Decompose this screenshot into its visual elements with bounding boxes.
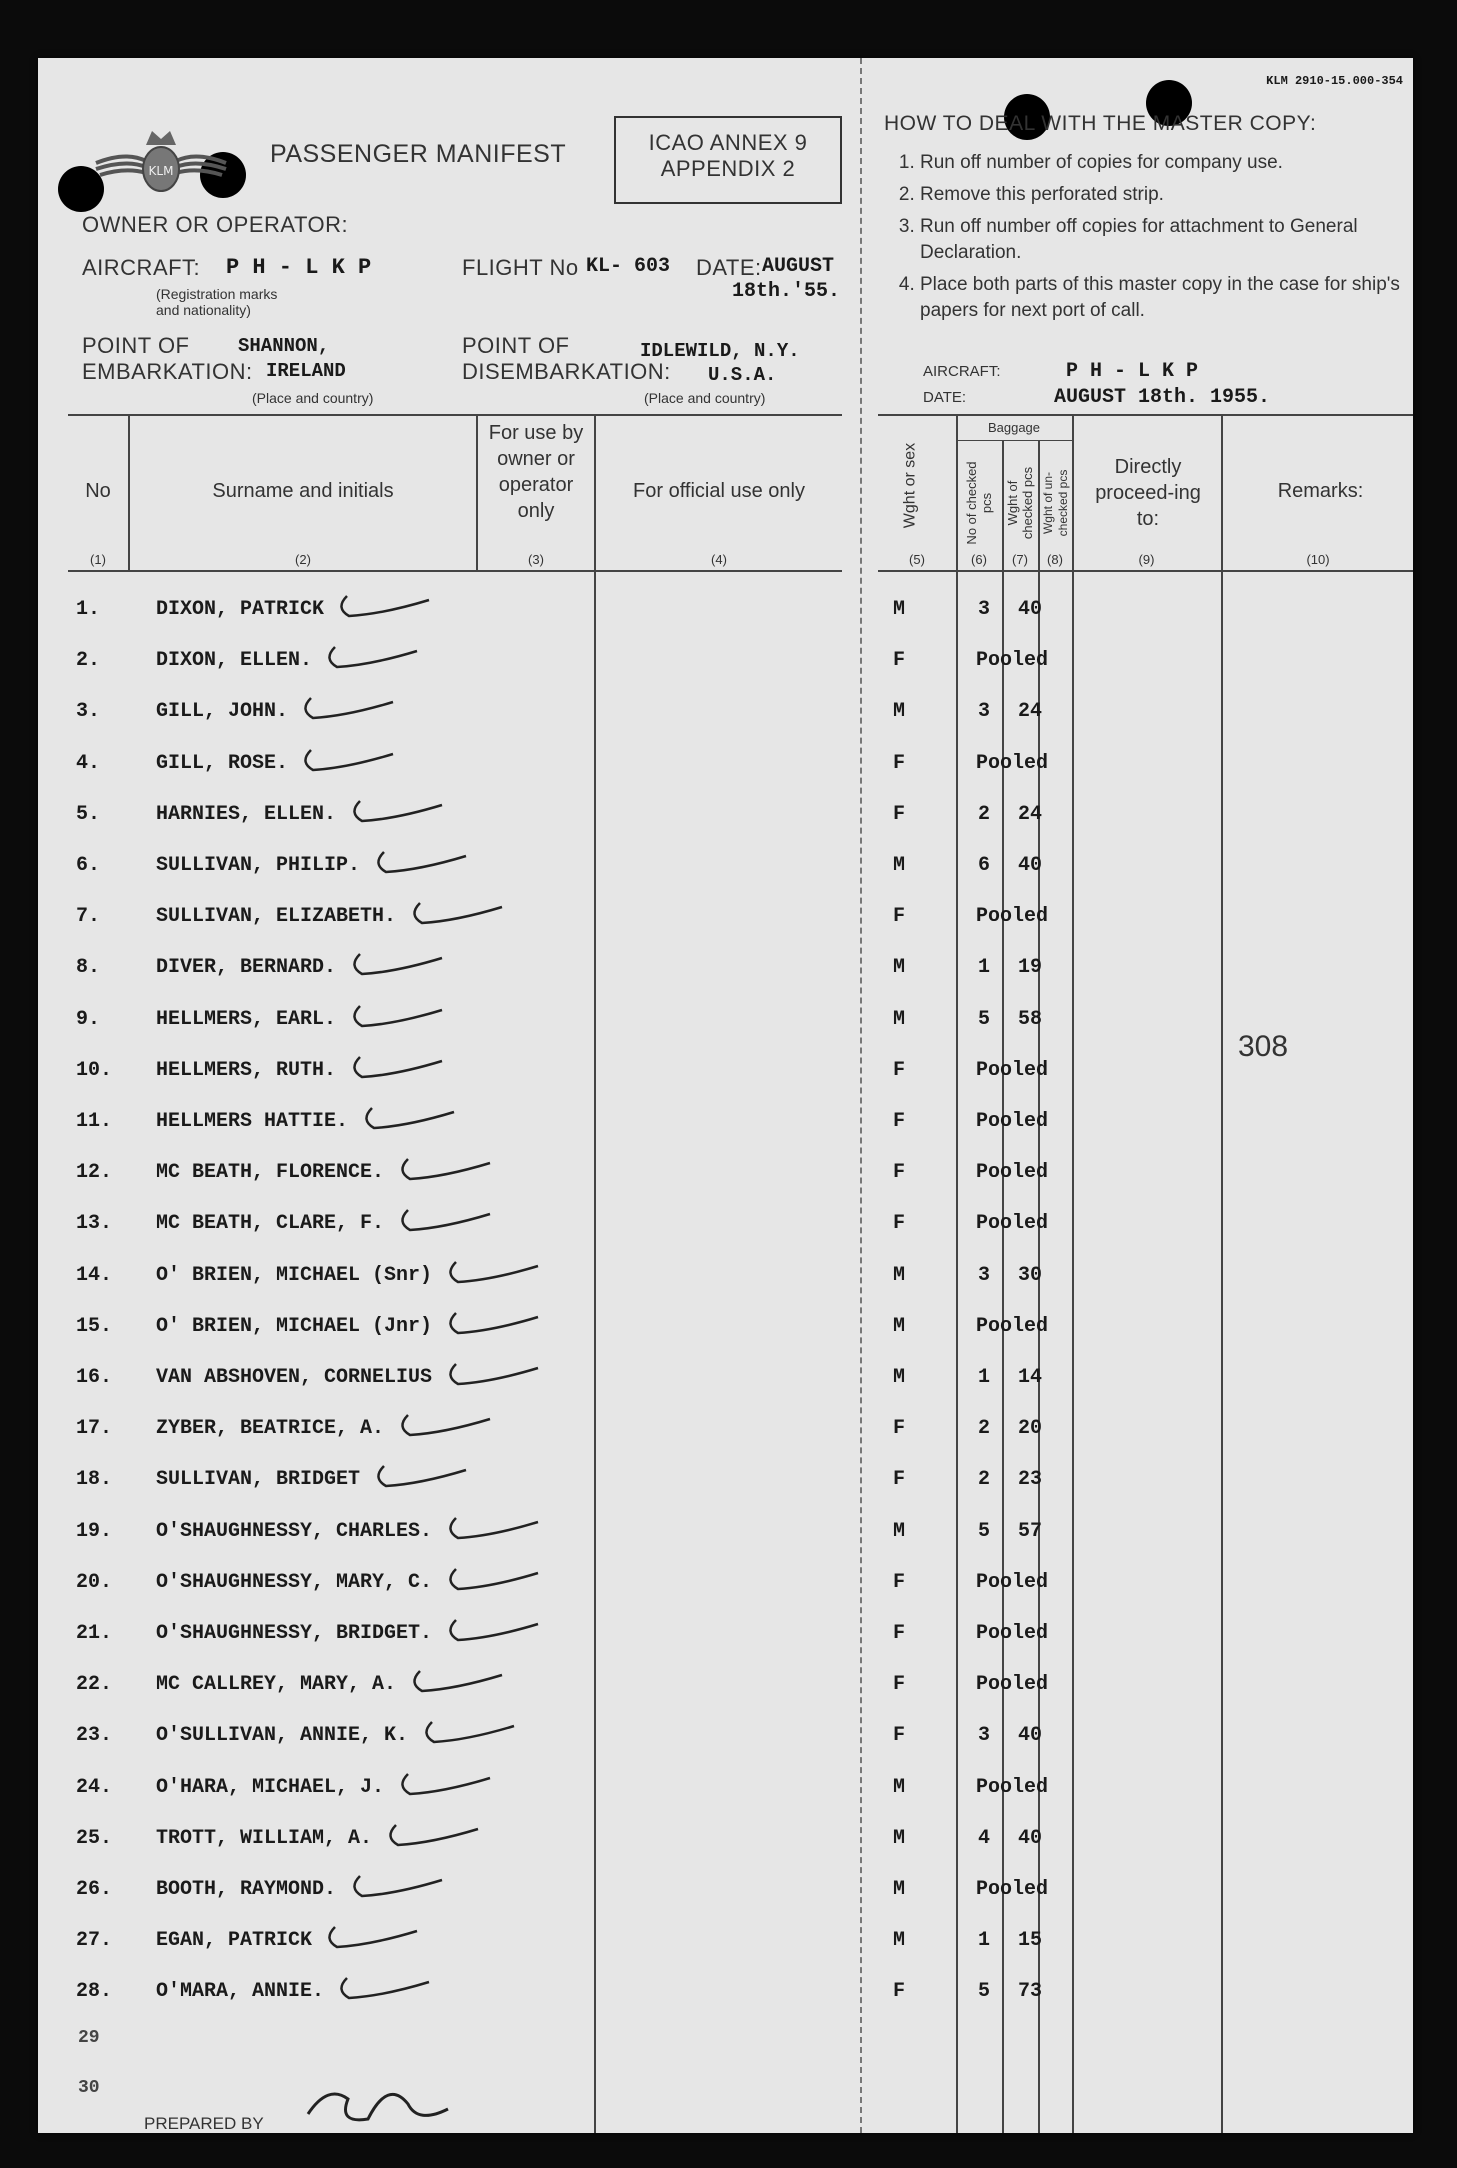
checked-weight: 14 (1018, 1366, 1043, 1389)
passenger-sex: M (893, 1366, 906, 1389)
checked-weight: 40 (1018, 598, 1043, 621)
passenger-name: EGAN, PATRICK (156, 1929, 313, 1953)
aircraft-label: AIRCRAFT: (82, 255, 201, 280)
row-number: 23. (76, 1724, 113, 1748)
passenger-name: O'SHAUGHNESSY, CHARLES. (156, 1519, 433, 1543)
passenger-sex: M (893, 1007, 906, 1031)
row-number: 2. (76, 649, 101, 673)
checked-weight: 19 (1018, 956, 1043, 980)
date-value: 18th.'55. (732, 280, 841, 303)
date-value: AUGUST (762, 255, 835, 278)
check-mark-icon (346, 948, 456, 984)
table-row (38, 649, 1413, 700)
checked-pieces: 3 (978, 1724, 991, 1748)
row-number: 7. (76, 905, 101, 929)
check-mark-icon (442, 1256, 552, 1292)
table-row (38, 700, 1413, 751)
row-number: 28. (76, 1980, 113, 2004)
passenger-sex: F (893, 1212, 906, 1236)
row-number: 12. (76, 1161, 113, 1185)
passenger-name: MC CALLREY, MARY, A. (156, 1673, 397, 1697)
col-number: (3) (528, 552, 544, 567)
disembarkation-value: IDLEWILD, N.Y. (640, 340, 800, 362)
row-number: 15. (76, 1314, 113, 1338)
baggage-pooled: Pooled (976, 1622, 1049, 1645)
baggage-pooled: Pooled (976, 1775, 1049, 1799)
table-row (38, 1622, 1413, 1673)
baggage-pooled: Pooled (976, 905, 1049, 929)
check-mark-icon (358, 1102, 468, 1138)
checked-pieces: 2 (978, 1468, 991, 1492)
icao-box (614, 116, 842, 204)
baggage-pooled: Pooled (976, 1878, 1049, 1901)
passenger-name: HELLMERS, EARL. (156, 1007, 337, 1031)
row-number: 26. (76, 1878, 113, 1901)
table-header-line (878, 570, 1413, 572)
passenger-name: O'MARA, ANNIE. (156, 1980, 325, 2004)
passenger-sex: M (893, 1775, 906, 1799)
table-row (38, 1827, 1413, 1878)
col-header-checked-pcs: No of checked pcs (964, 461, 994, 545)
baggage-header-line (956, 440, 1072, 441)
checked-weight: 30 (1018, 1263, 1043, 1287)
passenger-name: O'SULLIVAN, ANNIE, K. (156, 1724, 409, 1748)
checked-pieces: 3 (978, 598, 991, 621)
checked-weight: 40 (1018, 1826, 1043, 1850)
check-mark-icon (297, 744, 407, 780)
checked-weight: 15 (1018, 1929, 1043, 1953)
checked-weight: 23 (1018, 1468, 1043, 1492)
check-mark-icon (382, 1819, 492, 1855)
passenger-sex: F (893, 1058, 906, 1082)
check-mark-icon (333, 1972, 443, 2008)
passenger-sex: F (893, 1724, 906, 1748)
row-number: 19. (76, 1519, 113, 1543)
col-number: (5) (909, 552, 925, 567)
row-number: 20. (76, 1570, 113, 1594)
check-mark-icon (321, 1921, 431, 1957)
table-row (38, 1776, 1413, 1827)
howto-aircraft-label: AIRCRAFT: (923, 363, 1001, 380)
place-country-note: (Place and country) (252, 390, 374, 406)
table-row (38, 1161, 1413, 1212)
form-code: KLM 2910-15.000-354 (1266, 74, 1403, 88)
baggage-pooled: Pooled (976, 1570, 1049, 1594)
col-number: (8) (1047, 552, 1063, 567)
aircraft-value: P H - L K P (226, 255, 372, 280)
howto-item: 2. Remove this perforated strip. (920, 182, 1413, 208)
passenger-name: BOOTH, RAYMOND. (156, 1878, 337, 1901)
col-divider (476, 414, 478, 572)
extra-row-number: 29 (78, 2028, 100, 2048)
icao-appendix: APPENDIX 2 (660, 156, 796, 181)
row-number: 16. (76, 1366, 113, 1389)
baggage-pooled: Pooled (976, 1161, 1049, 1185)
checked-pieces: 3 (978, 700, 991, 724)
row-number: 10. (76, 1058, 113, 1082)
howto-item: 1. Run off number of copies for company use. (920, 150, 1413, 176)
checked-pieces: 4 (978, 1826, 991, 1850)
passenger-name: SULLIVAN, ELIZABETH. (156, 905, 397, 929)
extra-row-number: 30 (78, 2078, 100, 2098)
col-number: (10) (1306, 552, 1330, 567)
check-mark-icon (346, 1870, 456, 1906)
col-number: (4) (711, 552, 727, 567)
place-country-note: (Place and country) (644, 390, 766, 406)
row-number: 17. (76, 1417, 113, 1441)
passenger-sex: F (893, 1570, 906, 1594)
col-header-baggage: Baggage (987, 420, 1041, 435)
table-row (38, 1468, 1413, 1519)
table-row (38, 905, 1413, 956)
row-number: 9. (76, 1007, 101, 1031)
col-header-official: For official use only (633, 480, 805, 502)
row-number: 11. (76, 1110, 113, 1133)
checked-weight: 40 (1018, 854, 1043, 877)
row-number: 3. (76, 700, 101, 724)
checked-weight: 58 (1018, 1007, 1043, 1031)
passenger-sex: F (893, 905, 906, 929)
passenger-sex: M (893, 1826, 906, 1850)
table-row (38, 956, 1413, 1007)
col-number: (2) (295, 552, 311, 567)
passenger-sex: F (893, 1110, 906, 1133)
baggage-pooled: Pooled (976, 1058, 1049, 1082)
table-row (38, 598, 1413, 649)
registration-note: (Registration marks (156, 286, 278, 302)
passenger-name: GILL, ROSE. (156, 751, 289, 775)
table-header-line (68, 570, 842, 572)
passenger-sex: F (893, 1673, 906, 1697)
passenger-name: ZYBER, BEATRICE, A. (156, 1417, 385, 1441)
checked-pieces: 5 (978, 1980, 991, 2004)
table-row (38, 1366, 1413, 1417)
disembarkation-label: DISEMBARKATION: (462, 359, 671, 384)
passenger-name: O'HARA, MICHAEL, J. (156, 1775, 385, 1799)
row-number: 4. (76, 751, 101, 775)
passenger-sex: M (893, 598, 906, 621)
check-mark-icon (442, 1563, 552, 1599)
howto-list (884, 150, 1413, 330)
check-mark-icon (370, 846, 480, 882)
checked-weight: 24 (1018, 700, 1043, 724)
check-mark-icon (321, 641, 431, 677)
passenger-name: HELLMERS HATTIE. (156, 1110, 349, 1133)
passenger-name: MC BEATH, CLARE, F. (156, 1212, 385, 1236)
passenger-name: DIXON, PATRICK (156, 598, 325, 621)
checked-pieces: 6 (978, 854, 991, 877)
check-mark-icon (394, 1409, 504, 1445)
passenger-name: GILL, JOHN. (156, 700, 289, 724)
checked-pieces: 1 (978, 1929, 991, 1953)
howto-date-value: AUGUST 18th. 1955. (1054, 386, 1271, 409)
howto-item: 3. Run off number off copies for attachment to General Declaration. (920, 214, 1413, 266)
passenger-name: HELLMERS, RUTH. (156, 1058, 337, 1082)
col-header-name: Surname and initials (212, 480, 394, 502)
table-row (38, 803, 1413, 854)
passenger-name: O'SHAUGHNESSY, BRIDGET. (156, 1622, 433, 1645)
embarkation-value: SHANNON, (238, 335, 330, 357)
col-header-sex: Wght or sex (901, 442, 919, 529)
passenger-name: SULLIVAN, BRIDGET (156, 1468, 361, 1492)
baggage-pooled: Pooled (976, 1110, 1049, 1133)
col-number: (6) (971, 552, 987, 567)
passenger-sex: F (893, 1161, 906, 1185)
disembarkation-value: U.S.A. (708, 364, 777, 386)
col-header-no: No (85, 480, 111, 502)
row-number: 6. (76, 854, 101, 877)
embarkation-value: IRELAND (266, 360, 346, 382)
col-number: (9) (1138, 552, 1155, 567)
table-row (38, 1929, 1413, 1980)
manifest-sheet (38, 58, 1413, 2133)
check-mark-icon (346, 1051, 456, 1087)
passenger-name: DIVER, BERNARD. (156, 956, 337, 980)
passenger-sex: M (893, 1263, 906, 1287)
table-row (38, 1673, 1413, 1724)
passenger-sex: M (893, 1519, 906, 1543)
passenger-name: O'SHAUGHNESSY, MARY, C. (156, 1570, 433, 1594)
check-mark-icon (442, 1512, 552, 1548)
passenger-sex: F (893, 751, 906, 775)
table-top-line (878, 414, 1413, 416)
howto-date-label: DATE: (923, 389, 967, 406)
baggage-pooled: Pooled (976, 649, 1049, 673)
baggage-pooled: Pooled (976, 1673, 1049, 1697)
table-row (38, 1212, 1413, 1263)
passenger-name: O' BRIEN, MICHAEL (Jnr) (156, 1314, 433, 1338)
embarkation-label: EMBARKATION: (82, 359, 253, 384)
table-row (38, 1520, 1413, 1571)
checked-pieces: 1 (978, 956, 991, 980)
col-header-owner: For use by owner or operator only (488, 422, 584, 522)
check-mark-icon (394, 1768, 504, 1804)
passenger-name: VAN ABSHOVEN, CORNELIUS (156, 1366, 433, 1389)
table-top-line (68, 414, 842, 416)
flight-value: KL- 603 (586, 255, 671, 278)
row-number: 21. (76, 1622, 113, 1645)
svg-text:KLM: KLM (148, 164, 174, 178)
flight-label: FLIGHT No (462, 255, 579, 280)
checked-weight: 24 (1018, 802, 1043, 826)
passenger-name: O' BRIEN, MICHAEL (Snr) (156, 1263, 433, 1287)
check-mark-icon (406, 897, 516, 933)
passenger-sex: M (893, 854, 906, 877)
howto-item: 4. Place both parts of this master copy in the case for ship's papers for next port of call. (920, 272, 1413, 324)
passenger-sex: M (893, 1929, 906, 1953)
checked-pieces: 5 (978, 1007, 991, 1031)
checked-pieces: 2 (978, 802, 991, 826)
registration-note: and nationality) (156, 302, 251, 318)
row-number: 5. (76, 802, 101, 826)
checked-pieces: 2 (978, 1417, 991, 1441)
checked-weight: 40 (1018, 1724, 1043, 1748)
check-mark-icon (442, 1614, 552, 1650)
table-row (38, 1980, 1413, 2031)
passenger-sex: M (893, 1878, 906, 1901)
table-row (38, 1264, 1413, 1315)
check-mark-icon (418, 1716, 528, 1752)
baggage-pooled: Pooled (976, 1314, 1049, 1338)
col-header-remarks: Remarks: (1277, 480, 1364, 502)
remark-number: 308 (1238, 1030, 1289, 1063)
passenger-sex: M (893, 1314, 906, 1338)
check-mark-icon (442, 1358, 552, 1394)
passenger-name: MC BEATH, FLORENCE. (156, 1161, 385, 1185)
table-row (38, 752, 1413, 803)
col-header-checked-wt: Wght of checked pcs (1005, 466, 1035, 540)
table-row (38, 1110, 1413, 1161)
check-mark-icon (442, 1307, 552, 1343)
row-number: 24. (76, 1775, 113, 1799)
row-number: 14. (76, 1263, 113, 1287)
icao-annex: ICAO ANNEX 9 (648, 130, 808, 155)
checked-weight: 20 (1018, 1417, 1043, 1441)
passenger-name: TROTT, WILLIAM, A. (156, 1826, 373, 1850)
passenger-sex: F (893, 1417, 906, 1441)
check-mark-icon (297, 692, 407, 728)
col-number: (7) (1012, 552, 1028, 567)
check-mark-icon (346, 795, 456, 831)
checked-pieces: 5 (978, 1519, 991, 1543)
table-row (38, 1571, 1413, 1622)
table-row (38, 1724, 1413, 1775)
baggage-pooled: Pooled (976, 1212, 1049, 1236)
col-header-unchecked-wt: Wght of un-checked pcs (1041, 469, 1070, 537)
row-number: 22. (76, 1673, 113, 1697)
passenger-sex: F (893, 1980, 906, 2004)
disembarkation-label: POINT OF (462, 333, 570, 358)
signature (298, 2074, 478, 2133)
checked-weight: 57 (1018, 1519, 1043, 1543)
prepared-by-label: PREPARED BY (144, 2114, 264, 2133)
check-mark-icon (370, 1460, 480, 1496)
table-row (38, 1008, 1413, 1059)
owner-label: OWNER OR OPERATOR: (82, 212, 349, 237)
check-mark-icon (394, 1153, 504, 1189)
date-label: DATE: (696, 255, 762, 280)
table-row (38, 854, 1413, 905)
row-number: 13. (76, 1212, 113, 1236)
col-header-directly: Directly proceed-ing to: (1095, 456, 1201, 530)
checked-weight: 73 (1018, 1980, 1043, 2004)
passenger-name: HARNIES, ELLEN. (156, 802, 337, 826)
table-row (38, 1059, 1413, 1110)
check-mark-icon (394, 1204, 504, 1240)
table-row (38, 1878, 1413, 1929)
row-number: 8. (76, 956, 101, 980)
passenger-sex: F (893, 649, 906, 673)
row-number: 25. (76, 1826, 113, 1850)
embarkation-label: POINT OF (82, 333, 190, 358)
passenger-sex: F (893, 1468, 906, 1492)
howto-aircraft-value: P H - L K P (1066, 360, 1199, 383)
check-mark-icon (333, 590, 443, 626)
row-number: 18. (76, 1468, 113, 1492)
passenger-sex: F (893, 802, 906, 826)
form-title: PASSENGER MANIFEST (270, 140, 567, 168)
table-row (38, 1315, 1413, 1366)
checked-pieces: 1 (978, 1366, 991, 1389)
passenger-name: DIXON, ELLEN. (156, 649, 313, 673)
passenger-sex: M (893, 700, 906, 724)
col-number: (1) (90, 552, 106, 567)
checked-pieces: 3 (978, 1263, 991, 1287)
howto-title: HOW TO DEAL WITH THE MASTER COPY: (884, 112, 1317, 135)
table-row (38, 1417, 1413, 1468)
passenger-sex: M (893, 956, 906, 980)
check-mark-icon (406, 1665, 516, 1701)
baggage-pooled: Pooled (976, 751, 1049, 775)
row-number: 1. (76, 598, 101, 621)
klm-logo-icon (86, 123, 236, 203)
row-number: 27. (76, 1929, 113, 1953)
passenger-name: SULLIVAN, PHILIP. (156, 854, 361, 877)
passenger-sex: F (893, 1622, 906, 1645)
check-mark-icon (346, 1000, 456, 1036)
